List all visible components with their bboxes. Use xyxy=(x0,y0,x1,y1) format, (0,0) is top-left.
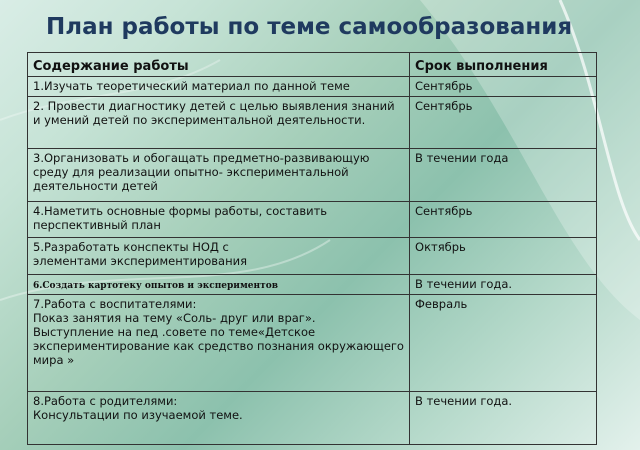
task-cell xyxy=(28,77,410,96)
task-text: 7.Работа с воспитателями: xyxy=(33,297,197,311)
task-text: 3.Организовать и обогащать предметно-развивающую среду для реализации опытно- экспериментальной деятельности детей xyxy=(33,151,370,194)
task-cell xyxy=(28,96,410,149)
task-text: Выступление на пед .совете по теме«Детское экспериментирование как средство познания окружающего мира » xyxy=(33,325,404,367)
term-cell: Сентябрь xyxy=(410,77,597,96)
term-cell: В течении года. xyxy=(410,392,597,445)
table-row xyxy=(28,238,597,274)
task-cell xyxy=(28,201,410,237)
task-text: 6.Создать картотеку опытов и экспериментов xyxy=(33,280,278,291)
term-cell: Октябрь xyxy=(410,238,597,274)
task-text: 1.Изучать теоретический материал по данной теме xyxy=(33,79,350,94)
table-row xyxy=(28,149,597,202)
term-cell: Сентябрь xyxy=(410,201,597,237)
task-text: Показ занятия на тему «Соль- друг или враг». xyxy=(33,311,316,325)
task-text: 2. Провести диагностику детей с целью выявления знаний и умений детей по экспериментальной деятельности. xyxy=(33,98,395,127)
task-cell xyxy=(28,392,410,445)
header-task: Содержание работы xyxy=(28,53,410,77)
header-term: Срок выполнения xyxy=(410,53,597,77)
term-cell: В течении года. xyxy=(410,274,597,294)
task-text: 5.Разработать конспекты НОД с xyxy=(33,240,229,255)
task-text: элементами экспериментирования xyxy=(33,254,248,269)
task-cell xyxy=(28,149,410,202)
task-cell xyxy=(28,238,410,274)
table-row xyxy=(28,392,597,445)
table-row xyxy=(28,201,597,237)
term-cell: В течении года xyxy=(410,149,597,202)
table-row xyxy=(28,274,597,294)
page-title: План работы по теме самообразования xyxy=(46,14,573,40)
work-plan-table xyxy=(27,52,597,445)
term-cell: Сентябрь xyxy=(410,96,597,149)
task-cell xyxy=(28,295,410,392)
table-row xyxy=(28,96,597,149)
table-row xyxy=(28,295,597,392)
table-header-row xyxy=(28,53,597,77)
task-text: 8.Работа с родителями: xyxy=(33,394,178,409)
task-text: Консультации по изучаемой теме. xyxy=(33,408,243,423)
task-text: 4.Наметить основные формы работы, составить перспективный план xyxy=(33,203,328,232)
task-cell xyxy=(28,274,410,294)
table-row xyxy=(28,77,597,96)
term-cell: Февраль xyxy=(410,295,597,392)
